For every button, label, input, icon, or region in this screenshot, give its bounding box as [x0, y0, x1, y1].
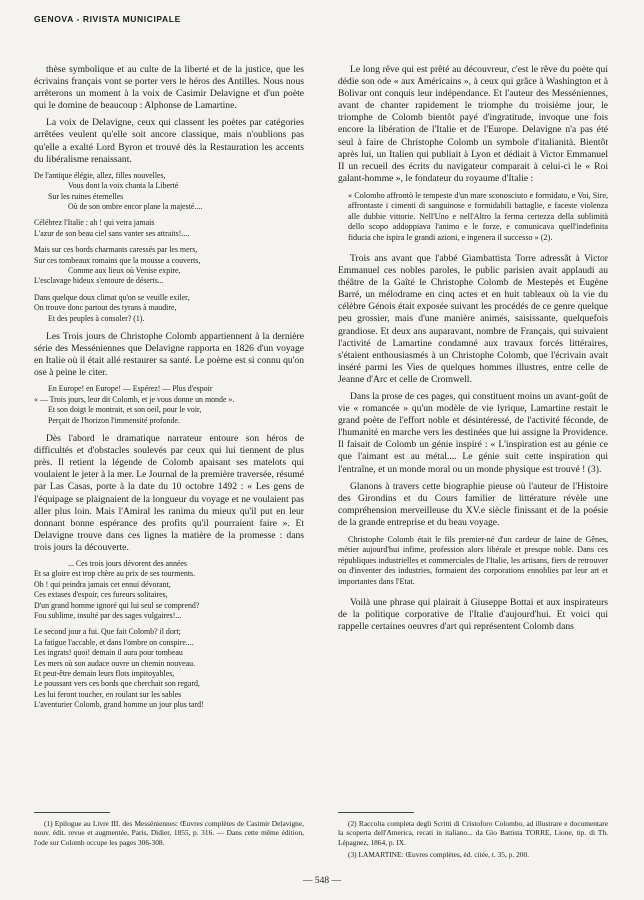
- paragraph: Le long rêve qui est prêté au découvreur, c'est le rêve du poète qui dédie son ode « aux Américains », à ceux qui grâce à Washington et à Bolivar ont conquis leur indépendance. Et l'auteur des Messéniennes, avant de chanter rapidement le triomphe du troisième jour, le triomphe de Colomb bientôt payé d'ingratitude, invoque une fois encore la libération de l'Italie et de l'Europe. Delavigne n'a pas été seul à faire de Christophe Colomb un symbole d'italianità. Bientôt après lui, un Italien qui publiait à Lyon et dédiait à Victor Emmanuel II un recueil des écrits du navigateur comparait à celui-ci le « Roi galant-homme », le fondateur du royaume d'Italie :: [338, 64, 608, 184]
- verse-line: Dans quelque doux climat qu'on se veuille exiler,: [34, 292, 190, 302]
- verse-line: L'aventurier Colomb, grand homme un jour plus tard!: [34, 700, 204, 710]
- verse-line: Et peut-être demain leurs flots impitoyables,: [34, 669, 175, 679]
- verse-line: Célébrez l'Italie : ah ! qui vetra jamais: [34, 218, 155, 228]
- footnote: (3) LAMARTINE: Œuvres complètes, éd. citée, t. 35, p. 200.: [348, 850, 529, 860]
- verse-line: Ces extases d'espoir, ces fureurs solitaires,: [34, 590, 168, 600]
- verse-line: Les ingrats! quoi! demain il aura pour tombeau: [34, 648, 183, 658]
- verse-line: Perçait de l'horizon l'immensité profonde.: [48, 415, 180, 425]
- verse-line: Sur les ruines éternelles: [48, 191, 124, 201]
- verse-line: L'azur de son beau ciel sans vanter ses attraits!....: [34, 228, 190, 238]
- paragraph: Dans la prose de ces pages, qui constituent moins un avant-goût de vie « romancée » qu'un modèle de vie lyrique, Lamartine restait le grand poète de l'effort noble et désintéressé, de l'activité féconde, de l'humanité en marche vers les destinées que lui assigne la Providence. Il faisait de Colomb un génie inspiré : « L'inspiration est au génie ce que l'aimant est au métal.... Le génie suit cette inspiration qui l'entraîne, et un monde moral ou un monde physique est trouvé ! (3).: [338, 391, 608, 475]
- verse-line: Comme aux lieux où Venise expire,: [68, 266, 181, 275]
- verse-line: La fatigue l'accable, et dans l'ombre on conspire....: [34, 637, 194, 647]
- verse-line: Le poussant vers ces bords que cherchait son regard,: [34, 679, 200, 689]
- verse-block: [34, 559, 304, 711]
- verse-line: Et des peuples à consoler? (1).: [48, 313, 145, 323]
- verse-line: Le second jour a fui. Que fait Colomb? il dort;: [34, 627, 181, 637]
- verse-line: Mais sur ces bords charmants caressés par les mers,: [34, 245, 198, 255]
- left-column: [34, 64, 304, 718]
- verse-block: [34, 171, 304, 324]
- running-header: GENOVA - RIVISTA MUNICIPALE: [34, 14, 181, 24]
- paragraph: Voilà une phrase qui plairait à Giuseppe Bottai et aux inspirateurs de la politique corporative de l'Italie d'aujourd'hui. Et voici qui rappelle certaines oeuvres d'art qui représentent Colomb dans: [338, 597, 608, 633]
- verse-line: L'esclavage hideux s'entoure de déserts...: [34, 276, 164, 286]
- verse-line: Les mers où son audace ouvre un chemin nouveau.: [34, 658, 196, 668]
- verse-line: Et sa gloire est trop chère au prix de ses tourments.: [34, 569, 196, 579]
- footnote: (2) Raccolta completa degli Scritti di Cristoforo Colombo, ad illustrare e documentare la scoperta dell'America, recati in italiano... da Gio Battista TORRE, Lione, tip. di Th. Lépagnez, 1864, p. IX.: [338, 819, 608, 847]
- paragraph: La voix de Delavigne, ceux qui classent les poètes par catégories arrêtées veulent qu'elle soit ancore classique, mais n'oublions pas qu'elle a exalté Lord Byron et trouvé dès la Restauration les accents du libéralisme renaissant.: [34, 117, 304, 165]
- verse-line: On trouve donc partout des tyrans à maudire,: [34, 303, 177, 313]
- verse-line: « — Trois jours, leur dit Colomb, et je vous donne un monde ».: [34, 394, 235, 404]
- verse-line: Oh ! qui peindra jamais cet ennui dévorant,: [34, 579, 171, 589]
- footnotes-right: [338, 812, 608, 863]
- paragraph: Dès l'abord le dramatique narrateur entoure son héros de difficultés et d'obstacles soulevés par ceux qui lui tiennent de plus près. Il retient la légende de Colomb apaisant ses matelots qui voulaient le jeter à la mer. Le Journal de la première traversée, résumé par Las Casas, porte à la date du 10 octobre 1492 : « Les gens de l'équipage se plaignaient de la longueur du voyage et ne voulaient pas aller plus loin. Mais l'Amiral les ranima du mieux qu'il put en leur donnant bonne espérance des profits qu'il pourraient faire ». Et Delavigne trouve dans ces lignes la matière de la promesse : dans trois jours la découverte.: [34, 433, 304, 553]
- verse-line: Vous dont la voix chanta la Liberté: [68, 181, 179, 191]
- paragraph: Trois ans avant que l'abbé Giambattista Torre adressât à Victor Emmanuel ces nobles paroles, le public parisien avait applaudi au théâtre de la Gaîté le Christophe Colomb de Mestepès et Eugène Barré, un mélodrame en cinq actes et en huit tableaux où la vie du célèbre Génois était exposée suivant les procédés de ce genre quelque peu grossier, mais d'une manière animés, saisissante, quelquefois grandiose. Et deux ans auparavant, nombre de Français, qui suivaient l'activité de Lamartine condamné aux travaux forcés littéraires, s'étaient enthousiasmés à un Christophe Colomb, que l'écrivain avait inséré parmi les Vies de quelques hommes illustres, entre celle de Jeanne d'Arc et celle de Cromwell.: [338, 252, 608, 385]
- verse-line: Sur ces tombeaux romains que la mousse a couverts,: [34, 255, 201, 265]
- footnote-rule: [338, 812, 414, 813]
- verse-line: En Europe! en Europe! — Espérez! — Plus d'espoir: [48, 384, 213, 394]
- verse-line: Et son doigt le montrait, et son oeil, pour le voir,: [48, 405, 202, 415]
- paragraph: thèse symbolique et au culte de la liberté et de la justice, que les écrivains français vont se porter vers le héros des Antilles. Nous nous arrêterons un moment à la voix de Casimir Delavigne et d'un poète qui le domine de beaucoup : Alphonse de Lamartine.: [34, 64, 304, 112]
- verse-block: [34, 384, 304, 426]
- verse-line: De l'antique élégie, allez, filles nouvelles,: [34, 170, 166, 180]
- right-column: [338, 64, 608, 638]
- footnotes-left: [34, 812, 304, 850]
- italian-quote: « Colombo affrontò le tempeste d'un mare sconosciuto e formidato, e Voi, Sire, affrontaste i cimenti di sanguinose e formidabili battaglie, e faceste violenza alle dubbie vittorie. Nell'Uno e nell'Altro la ferma certezza della sublimità dello scopo addoppiava l'animo e le forze, e comunicava quell'indefinita fiducia che ispira le grandi azioni, e ingenera il successo » (2).: [348, 190, 608, 242]
- footnote-rule: [34, 812, 110, 813]
- footnote: (1) Epilogue au Livre III. des Messéniennes: Œuvres complètes de Casimir Delavigne, nouv. édit. revue et augmentée, Paris, Didier, 1855, p. 316. — Dans cette même édition, l'ode sur Colomb occupe les pages 306-308.: [34, 819, 304, 847]
- paragraph: Les Trois jours de Christophe Colomb appartiennent à la dernière série des Messéniennes que Delavigne rapporta en 1826 d'un voyage en Italie où il était allé restaurer sa santé. Le poème est si connu qu'on ose à peine le citer.: [34, 331, 304, 379]
- verse-line: Les lui feront toucher, en roulant sur les sables: [34, 689, 182, 699]
- verse-line: Fou sublime, insulté par des sages vulgaires!...: [34, 611, 182, 620]
- verse-line: Où de son ombre encor plane la majesté....: [68, 201, 203, 211]
- quoted-excerpt: Christophe Colomb était le fils premier-né d'un cardeur de laine de Gênes, métier aujourd'hui infime, profession alors libérale et presque noble. Dans ces républiques industrielles et commerciales de l'Italie, les artisans, fiers de retrouver ou d'inventer des industries, formaient des corporations ennoblies par leur art et importantes dans l'Etat.: [338, 535, 608, 586]
- verse-line: D'un grand homme ignoré qui lui seul se comprend?: [34, 600, 200, 610]
- verse-line: ... Ces trois jours dévorent des années: [68, 558, 187, 568]
- paragraph: Glanons à travers cette biographie pieuse où l'auteur de l'Histoire des Girondins et du Cours familier de littérature révèle une compréhension merveilleuse du XV.e siècle finissant et de la poésie de la grande entreprise et du beau voyage.: [338, 480, 608, 528]
- page-number: — 548 —: [303, 876, 341, 886]
